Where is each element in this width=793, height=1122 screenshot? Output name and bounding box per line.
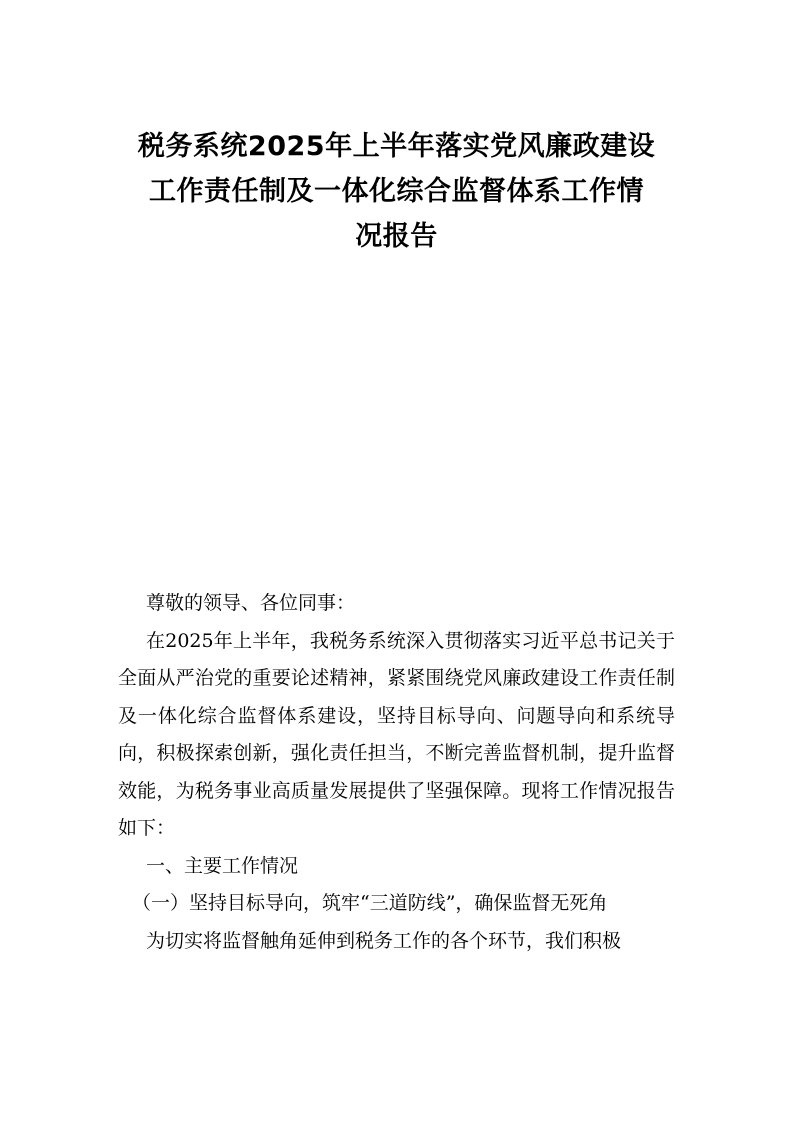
document-title <box>110 124 683 259</box>
intro-line-2: 记关于全面从严治党的重要论述精神，紧紧围绕党风廉政建 <box>118 629 675 689</box>
intro-paragraph <box>118 623 675 848</box>
intro-line-6: 了坚强保障。现将工作情况报告如下： <box>118 779 675 839</box>
subsection-heading: （一）坚持目标导向，筑牢“三道防线”，确保监督无死角 <box>132 892 608 914</box>
intro-line-5: 完善监督机制，提升监督效能，为税务事业高质量发展提供 <box>118 742 675 802</box>
section-heading: 一、主要工作情况 <box>146 854 299 877</box>
section-paragraph: 为切实将监督触角延伸到税务工作的各个环节，我们积极 <box>146 929 622 952</box>
intro-line-3: 设工作责任制及一体化综合监督体系建设，坚持目标导向、 <box>118 667 675 727</box>
title-line-2: 工作责任制及一体化综合监督体系工作情 <box>149 176 644 207</box>
intro-line-4: 问题导向和系统导向，积极探索创新，强化责任担当，不断 <box>118 704 675 764</box>
title-line-3: 况报告 <box>355 221 438 252</box>
document-body <box>118 585 675 960</box>
title-line-1: 税务系统2025年上半年落实党风廉政建设 <box>137 131 656 162</box>
salutation: 尊敬的领导、各位同事： <box>146 592 356 614</box>
intro-line-1: 在2025年上半年，我税务系统深入贯彻落实习近平总书 <box>146 629 618 652</box>
